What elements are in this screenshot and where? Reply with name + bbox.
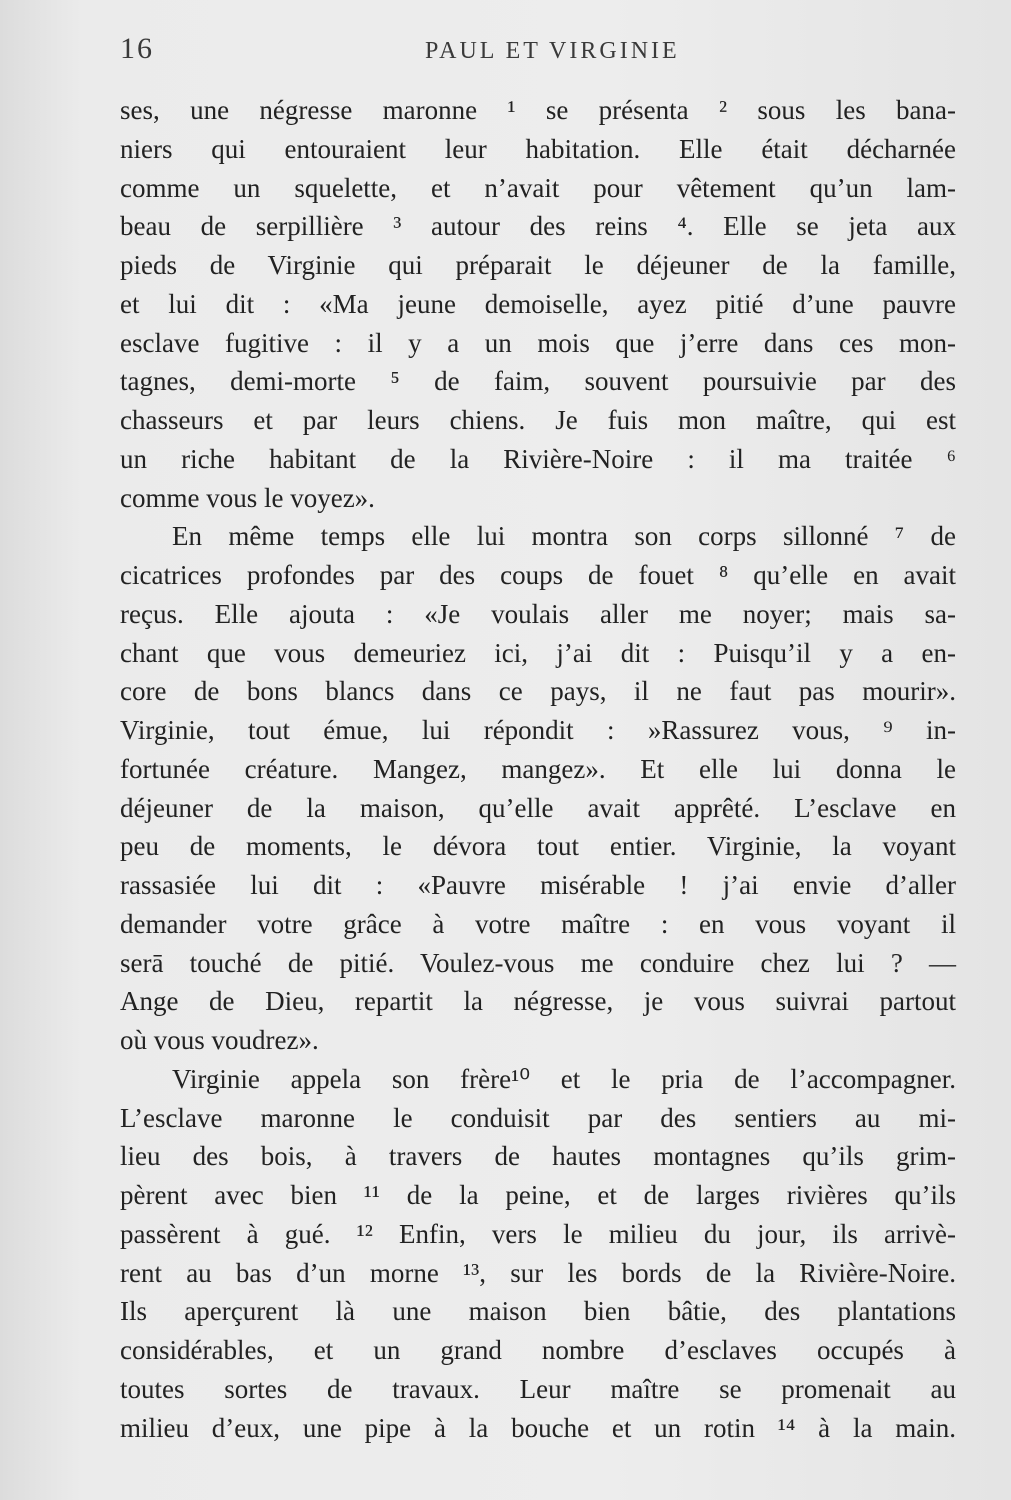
- text-line: déjeuner de la maison, qu’elle avait apprêté. L’esclave en: [120, 792, 956, 823]
- text-line: Virginie appela son frère¹⁰ et le pria de l’accompagner.: [172, 1063, 956, 1094]
- text-line: demander votre grâce à votre maître : en vous voyant il: [120, 908, 956, 939]
- text-line: niers qui entouraient leur habitation. Elle était décharnée: [120, 133, 956, 164]
- text-line: rent au bas d’un morne ¹³, sur les bords de la Rivière-Noire.: [120, 1257, 956, 1288]
- text-line: où vous voudrez».: [120, 1025, 319, 1055]
- text-line: Virginie, tout émue, lui répondit : »Rassurez vous, ⁹ in-: [120, 715, 956, 745]
- text-line: Ils aperçurent là une maison bien bâtie, des plantations: [120, 1296, 956, 1327]
- running-title: PAUL ET VIRGINIE: [425, 38, 680, 64]
- text-line: comme un squelette, et n’avait pour vêtement qu’un lam-: [120, 172, 956, 203]
- text-line: toutes sortes de travaux. Leur maître se promenait au: [120, 1373, 956, 1404]
- text-line: et lui dit : «Ma jeune demoiselle, ayez pitié d’une pauvre: [120, 288, 956, 319]
- text-line: core de bons blancs dans ce pays, il ne faut pas mourir».: [120, 676, 956, 707]
- text-line: tagnes, demi-morte ⁵ de faim, souvent poursuivie par des: [120, 366, 956, 397]
- text-line: milieu d’eux, une pipe à la bouche et un rotin ¹⁴ à la main.: [120, 1412, 956, 1443]
- text-line: cicatrices profondes par des coups de fouet ⁸ qu’elle en avait: [120, 560, 956, 590]
- text-line: comme vous le voyez».: [120, 482, 375, 513]
- text-line: Ange de Dieu, repartit la négresse, je vous suivrai partout: [120, 986, 956, 1017]
- text-line: passèrent à gué. ¹² Enfin, vers le milieu du jour, ils arrivè-: [120, 1218, 956, 1249]
- text-line: chasseurs et par leurs chiens. Je fuis mon maître, qui est: [120, 405, 956, 435]
- text-line: serā touché de pitié. Voulez-vous me conduire chez lui ? —: [120, 947, 956, 978]
- text-line: rassasiée lui dit : «Pauvre misérable ! j’ai envie d’aller: [120, 870, 956, 900]
- text-line: ses, une négresse maronne ¹ se présenta ² sous les bana-: [120, 95, 956, 125]
- text-line: esclave fugitive : il y a un mois que j’erre dans ces mon-: [120, 327, 956, 358]
- text-line: L’esclave maronne le conduisit par des sentiers au mi-: [120, 1102, 956, 1133]
- text-line: lieu des bois, à travers de hautes montagnes qu’ils grim-: [120, 1141, 956, 1172]
- text-line: peu de moments, le dévora tout entier. Virginie, la voyant: [120, 831, 956, 862]
- text-line: un riche habitant de la Rivière-Noire : il ma traitée ⁶: [120, 443, 956, 474]
- text-line: pèrent avec bien ¹¹ de la peine, et de larges rivières qu’ils: [120, 1180, 956, 1210]
- body-text: [120, 91, 956, 1447]
- text-line: pieds de Virginie qui préparait le déjeuner de la famille,: [120, 250, 956, 280]
- text-line: chant que vous demeuriez ici, j’ai dit : Puisqu’il y a en-: [120, 637, 956, 668]
- text-line: beau de serpillière ³ autour des reins ⁴. Elle se jeta aux: [120, 211, 956, 242]
- text-line: En même temps elle lui montra son corps sillonné ⁷ de: [172, 521, 956, 552]
- page-number: 16: [120, 32, 154, 65]
- text-line: reçus. Elle ajouta : «Je voulais aller me noyer; mais sa-: [120, 598, 956, 629]
- text-line: fortunée créature. Mangez, mangez». Et elle lui donna le: [120, 753, 956, 784]
- page-header: [120, 32, 960, 72]
- text-line: considérables, et un grand nombre d’esclaves occupés à: [120, 1335, 956, 1365]
